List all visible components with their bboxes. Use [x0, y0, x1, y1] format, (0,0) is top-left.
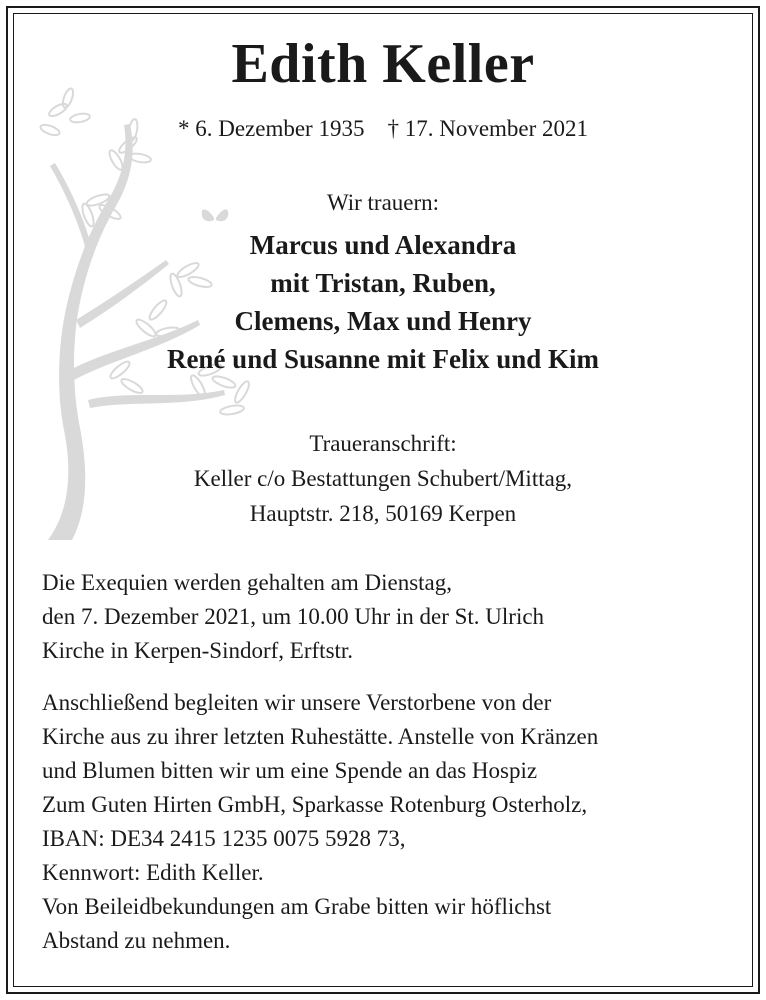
- details-paragraph: [42, 686, 742, 958]
- address-label: Traueranschrift:: [309, 431, 457, 456]
- mourner-line: mit Tristan, Ruben,: [270, 268, 496, 298]
- paragraph-line: Anschließend begleiten wir unsere Verstorbene von der: [42, 690, 552, 715]
- birth-date: * 6. Dezember 1935: [177, 116, 365, 141]
- exequien-paragraph: [42, 566, 742, 668]
- paragraph-line: und Blumen bitten wir um eine Spende an das Hospiz: [42, 758, 538, 783]
- mourning-address: [0, 426, 766, 531]
- iban-line: IBAN: DE34 2415 1235 0075 5928 73,: [42, 826, 406, 851]
- paragraph-line: Kennwort: Edith Keller.: [42, 860, 264, 885]
- paragraph-line: Von Beileidbekundungen am Grabe bitten wir höflichst: [42, 894, 552, 919]
- life-dates: [0, 116, 766, 142]
- address-line: Keller c/o Bestattungen Schubert/Mittag,: [193, 466, 573, 491]
- mourner-line: Clemens, Max und Henry: [234, 306, 532, 336]
- paragraph-line: Abstand zu nehmen.: [42, 928, 231, 953]
- mourners-list: [0, 226, 766, 378]
- death-date: † 17. November 2021: [387, 116, 589, 141]
- deceased-name: Edith Keller: [231, 33, 535, 95]
- paragraph-line: den 7. Dezember 2021, um 10.00 Uhr in der St. Ulrich: [42, 604, 545, 629]
- paragraph-line: Kirche in Kerpen-Sindorf, Erftstr.: [42, 638, 354, 663]
- mourner-line: Marcus und Alexandra: [249, 230, 517, 260]
- paragraph-line: Kirche aus zu ihrer letzten Ruhestätte. Anstelle von Kränzen: [42, 724, 599, 749]
- paragraph-line: Zum Guten Hirten GmbH, Sparkasse Rotenburg Osterholz,: [42, 792, 588, 817]
- paragraph-line: Die Exequien werden gehalten am Dienstag,: [42, 570, 453, 595]
- mourner-line: René und Susanne mit Felix und Kim: [166, 344, 600, 374]
- address-line: Hauptstr. 218, 50169 Kerpen: [249, 501, 517, 526]
- mourners-intro: Wir trauern:: [326, 190, 440, 215]
